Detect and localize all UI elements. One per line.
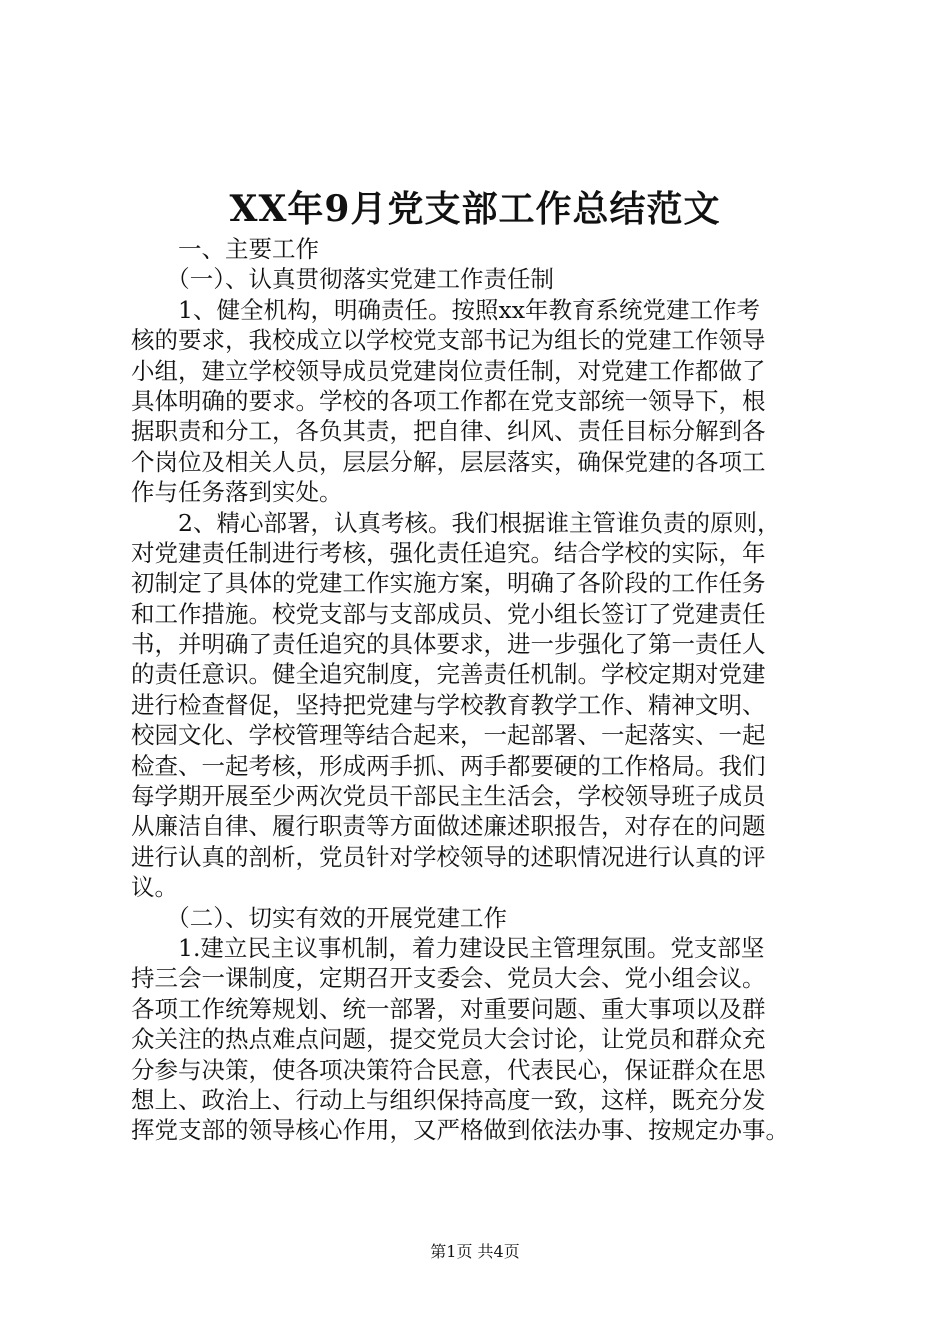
text-line: 从廉洁自律、履行职责等方面做述廉述职报告，对存在的问题	[131, 812, 766, 841]
text-line: 核的要求，我校成立以学校党支部书记为组长的党建工作领导	[131, 326, 766, 355]
text-line: 1.建立民主议事机制，着力建设民主管理氛围。党支部坚	[131, 933, 765, 962]
text-line: 校园文化、学校管理等结合起来，一起部署、一起落实、一起	[131, 721, 766, 750]
text-line: 众关注的热点难点问题，提交党员大会讨论，让党员和群众充	[131, 1025, 766, 1054]
text-line: 的责任意识。健全追究制度，完善责任机制。学校定期对党建	[131, 660, 766, 689]
text-line: 初制定了具体的党建工作实施方案，明确了各阶段的工作任务	[131, 569, 766, 598]
text-line: 小组，建立学校领导成员党建岗位责任制，对党建工作都做了	[131, 356, 766, 385]
document-title: XX年9月党支部工作总结范文	[229, 188, 721, 230]
text-line: 议。	[131, 873, 178, 902]
text-line: 1、健全机构，明确责任。按照xx年教育系统党建工作考	[131, 295, 760, 324]
document-body	[131, 234, 831, 1146]
text-line: 对党建责任制进行考核，强化责任追究。结合学校的实际，年	[131, 538, 766, 567]
text-line: （一）、认真贯彻落实党建工作责任制	[131, 265, 554, 294]
text-line: 书，并明确了责任追究的具体要求，进一步强化了第一责任人	[131, 630, 766, 659]
text-line: 每学期开展至少两次党员干部民主生活会，学校领导班子成员	[131, 782, 766, 811]
page-footer: 第1页 共4页	[430, 1242, 520, 1261]
text-line: 持三会一课制度，定期召开支委会、党员大会、党小组会议。	[131, 964, 766, 993]
text-line: 一、主要工作	[131, 235, 319, 263]
text-line: （二）、切实有效的开展党建工作	[131, 903, 507, 932]
text-line: 想上、政治上、行动上与组织保持高度一致，这样，既充分发	[131, 1085, 766, 1114]
text-line: 进行检查督促，坚持把党建与学校教育教学工作、精神文明、	[131, 690, 766, 719]
text-line: 各项工作统筹规划、统一部署，对重要问题、重大事项以及群	[131, 994, 766, 1023]
text-line: 个岗位及相关人员，层层分解，层层落实，确保党建的各项工	[131, 447, 766, 476]
text-line: 据职责和分工，各负其责，把自律、纠风、责任目标分解到各	[131, 417, 766, 446]
text-line: 分参与决策，使各项决策符合民意，代表民心，保证群众在思	[131, 1055, 766, 1084]
text-line: 进行认真的剖析，党员针对学校领导的述职情况进行认真的评	[131, 842, 766, 871]
text-line: 检查、一起考核，形成两手抓、两手都要硬的工作格局。我们	[131, 751, 766, 780]
text-line: 和工作措施。校党支部与支部成员、党小组长签订了党建责任	[131, 599, 766, 628]
text-line: 挥党支部的领导核心作用，又严格做到依法办事、按规定办事。	[131, 1116, 789, 1145]
text-line: 2、精心部署，认真考核。我们根据谁主管谁负责的原则，	[131, 508, 781, 537]
text-line: 作与任务落到实处。	[131, 478, 343, 507]
text-line: 具体明确的要求。学校的各项工作都在党支部统一领导下，根	[131, 386, 766, 415]
